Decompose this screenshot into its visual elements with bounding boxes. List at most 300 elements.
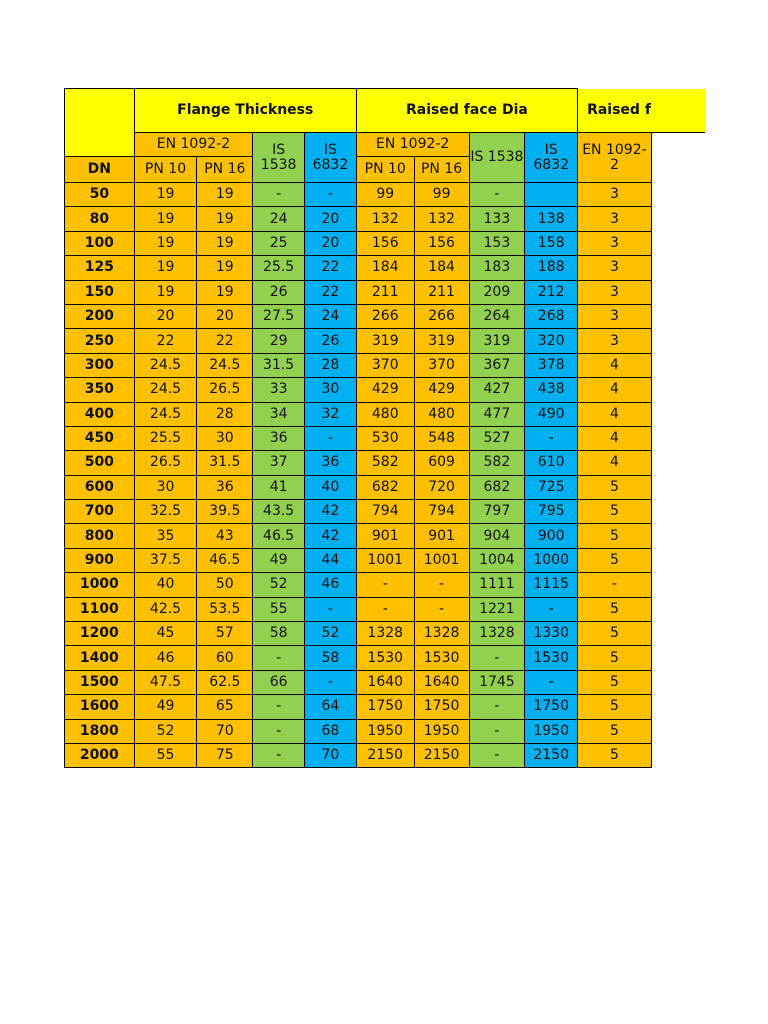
dia-is6832-cell: 795 bbox=[525, 500, 578, 524]
thickness-is1538-cell: 34 bbox=[253, 402, 305, 426]
table-row bbox=[65, 378, 706, 402]
thickness-pn16-cell: 57 bbox=[197, 622, 253, 646]
thickness-is6832-cell: 24 bbox=[305, 304, 357, 328]
dia-is6832-cell: - bbox=[525, 426, 578, 450]
blank-cell bbox=[651, 329, 705, 353]
dia-is6832-cell: 158 bbox=[525, 231, 578, 255]
blank-cell bbox=[651, 524, 705, 548]
thickness-pn16-cell: 19 bbox=[197, 256, 253, 280]
dia-pn10-cell: 530 bbox=[356, 426, 414, 450]
blank-cell bbox=[651, 597, 705, 621]
table-row bbox=[65, 280, 706, 304]
dia-pn10-cell: 480 bbox=[356, 402, 414, 426]
thickness-pn16-cell: 46.5 bbox=[197, 548, 253, 572]
raised-face-height-cell: 3 bbox=[578, 256, 652, 280]
raised-face-height-cell: 5 bbox=[578, 622, 652, 646]
thickness-is6832-cell: 26 bbox=[305, 329, 357, 353]
dia-pn10-cell: 1530 bbox=[356, 646, 414, 670]
thickness-is6832-cell: 40 bbox=[305, 475, 357, 499]
dia-pn10-cell: 1640 bbox=[356, 670, 414, 694]
dia-pn16-cell: - bbox=[414, 597, 469, 621]
dia-pn10-cell: 901 bbox=[356, 524, 414, 548]
raised-face-height-cell: 3 bbox=[578, 231, 652, 255]
raised-face-height-cell: 3 bbox=[578, 280, 652, 304]
thickness-is1538-cell: 25.5 bbox=[253, 256, 305, 280]
blank-cell bbox=[651, 378, 705, 402]
dn-cell: 300 bbox=[65, 353, 135, 377]
raised-face-height-cell: 5 bbox=[578, 475, 652, 499]
thickness-pn10-cell: 19 bbox=[134, 280, 197, 304]
dia-pn16-cell: 1001 bbox=[414, 548, 469, 572]
thickness-pn10-cell: 45 bbox=[134, 622, 197, 646]
blank-cell bbox=[651, 133, 705, 183]
dia-is1538-cell: - bbox=[469, 719, 525, 743]
dia-is1538-cell: 477 bbox=[469, 402, 525, 426]
thickness-pn16-cell: 24.5 bbox=[197, 353, 253, 377]
dia-pn10-cell: 682 bbox=[356, 475, 414, 499]
table-row bbox=[65, 402, 706, 426]
dia-pn16-cell: 1750 bbox=[414, 695, 469, 719]
thickness-is6832-cell: 36 bbox=[305, 451, 357, 475]
dia-pn10-cell: 156 bbox=[356, 231, 414, 255]
table-row bbox=[65, 231, 706, 255]
thickness-pn16-cell: 26.5 bbox=[197, 378, 253, 402]
thickness-pn10-cell: 55 bbox=[134, 743, 197, 767]
thickness-is6832-cell: 58 bbox=[305, 646, 357, 670]
thickness-is1538-cell: 26 bbox=[253, 280, 305, 304]
dn-cell: 100 bbox=[65, 231, 135, 255]
raised-face-height-cell: 5 bbox=[578, 524, 652, 548]
dn-cell: 1200 bbox=[65, 622, 135, 646]
dia-pn10-cell: 582 bbox=[356, 451, 414, 475]
dia-pn16-cell: 211 bbox=[414, 280, 469, 304]
raised-face-height-cell: 4 bbox=[578, 353, 652, 377]
table-row bbox=[65, 548, 706, 572]
dia-is1538-cell: 1328 bbox=[469, 622, 525, 646]
dia-pn10-cell: 794 bbox=[356, 500, 414, 524]
thickness-pn16-cell: 19 bbox=[197, 231, 253, 255]
thickness-is6832-cell: 70 bbox=[305, 743, 357, 767]
thickness-is6832-header: IS 6832 bbox=[305, 133, 357, 183]
thickness-is1538-cell: 36 bbox=[253, 426, 305, 450]
thickness-pn10-cell: 24.5 bbox=[134, 378, 197, 402]
dn-cell: 80 bbox=[65, 207, 135, 231]
dia-is6832-cell: 1115 bbox=[525, 573, 578, 597]
group-header-row bbox=[65, 89, 706, 133]
thickness-is1538-cell: 55 bbox=[253, 597, 305, 621]
dia-pn16-cell: 720 bbox=[414, 475, 469, 499]
thickness-is6832-cell: 32 bbox=[305, 402, 357, 426]
dn-cell: 200 bbox=[65, 304, 135, 328]
dia-is6832-cell: 138 bbox=[525, 207, 578, 231]
thickness-is1538-cell: 41 bbox=[253, 475, 305, 499]
dia-is6832-cell: 268 bbox=[525, 304, 578, 328]
blank-cell bbox=[651, 280, 705, 304]
raised-face-height-cell: - bbox=[578, 573, 652, 597]
dia-pn16-cell: 1640 bbox=[414, 670, 469, 694]
thickness-is6832-cell: 20 bbox=[305, 207, 357, 231]
thickness-is1538-cell: 29 bbox=[253, 329, 305, 353]
dia-is1538-cell: 1745 bbox=[469, 670, 525, 694]
thickness-pn16-cell: 19 bbox=[197, 207, 253, 231]
dia-pn16-header: PN 16 bbox=[414, 157, 469, 183]
dn-cell: 800 bbox=[65, 524, 135, 548]
thickness-is1538-cell: 52 bbox=[253, 573, 305, 597]
dia-is6832-cell: 1750 bbox=[525, 695, 578, 719]
raised-face-height-cell: 4 bbox=[578, 426, 652, 450]
thickness-is1538-cell: 27.5 bbox=[253, 304, 305, 328]
table-row bbox=[65, 183, 706, 207]
thickness-pn16-cell: 50 bbox=[197, 573, 253, 597]
dia-en1092-header: EN 1092-2 bbox=[356, 133, 469, 157]
dia-pn16-cell: 1530 bbox=[414, 646, 469, 670]
dia-is1538-cell: 904 bbox=[469, 524, 525, 548]
dia-pn10-cell: 429 bbox=[356, 378, 414, 402]
dia-is6832-cell: 212 bbox=[525, 280, 578, 304]
dn-cell: 600 bbox=[65, 475, 135, 499]
dia-pn16-cell: 319 bbox=[414, 329, 469, 353]
blank-cell bbox=[651, 743, 705, 767]
dia-pn10-cell: 1328 bbox=[356, 622, 414, 646]
thickness-is6832-cell: 42 bbox=[305, 500, 357, 524]
corner-cell bbox=[65, 89, 135, 157]
thickness-pn16-cell: 19 bbox=[197, 280, 253, 304]
blank-cell bbox=[651, 231, 705, 255]
thickness-is1538-cell: - bbox=[253, 743, 305, 767]
dia-is6832-cell: 490 bbox=[525, 402, 578, 426]
table-row bbox=[65, 451, 706, 475]
thickness-is1538-cell: 49 bbox=[253, 548, 305, 572]
thickness-pn16-cell: 65 bbox=[197, 695, 253, 719]
blank-cell bbox=[651, 646, 705, 670]
dia-is1538-cell: - bbox=[469, 743, 525, 767]
thickness-pn10-cell: 52 bbox=[134, 719, 197, 743]
thickness-is1538-cell: 66 bbox=[253, 670, 305, 694]
dn-cell: 1400 bbox=[65, 646, 135, 670]
table-row bbox=[65, 256, 706, 280]
dia-pn10-cell: 132 bbox=[356, 207, 414, 231]
table-row bbox=[65, 646, 706, 670]
raised-face-height-cell: 4 bbox=[578, 451, 652, 475]
table-row bbox=[65, 719, 706, 743]
blank-cell bbox=[651, 670, 705, 694]
thickness-is6832-cell: - bbox=[305, 183, 357, 207]
raised-face-height-cell: 5 bbox=[578, 500, 652, 524]
thickness-pn10-header: PN 10 bbox=[134, 157, 197, 183]
dia-is1538-cell: 153 bbox=[469, 231, 525, 255]
table-row bbox=[65, 743, 706, 767]
dn-cell: 700 bbox=[65, 500, 135, 524]
blank-cell bbox=[651, 183, 705, 207]
thickness-pn16-cell: 75 bbox=[197, 743, 253, 767]
thickness-is6832-cell: 64 bbox=[305, 695, 357, 719]
blank-cell bbox=[651, 402, 705, 426]
thickness-is6832-cell: - bbox=[305, 426, 357, 450]
dia-is6832-cell: - bbox=[525, 670, 578, 694]
dn-cell: 450 bbox=[65, 426, 135, 450]
thickness-pn16-cell: 36 bbox=[197, 475, 253, 499]
dia-is1538-header: IS 1538 bbox=[469, 133, 525, 183]
table-row bbox=[65, 695, 706, 719]
thickness-is1538-cell: 43.5 bbox=[253, 500, 305, 524]
dia-pn10-cell: 1001 bbox=[356, 548, 414, 572]
table-row bbox=[65, 573, 706, 597]
dia-is6832-cell: 900 bbox=[525, 524, 578, 548]
dn-cell: 1500 bbox=[65, 670, 135, 694]
thickness-pn16-cell: 30 bbox=[197, 426, 253, 450]
thickness-is1538-cell: - bbox=[253, 695, 305, 719]
thickness-is6832-cell: - bbox=[305, 670, 357, 694]
thickness-is6832-cell: 46 bbox=[305, 573, 357, 597]
thickness-pn10-cell: 32.5 bbox=[134, 500, 197, 524]
flange-spec-sheet bbox=[64, 88, 705, 771]
thickness-is1538-header: IS 1538 bbox=[253, 133, 305, 183]
raised-face-height-cell: 3 bbox=[578, 304, 652, 328]
dia-is1538-cell: 582 bbox=[469, 451, 525, 475]
thickness-pn10-cell: 42.5 bbox=[134, 597, 197, 621]
thickness-is1538-cell: - bbox=[253, 646, 305, 670]
thickness-is1538-cell: 58 bbox=[253, 622, 305, 646]
dia-pn16-cell: 156 bbox=[414, 231, 469, 255]
dia-is1538-cell: 319 bbox=[469, 329, 525, 353]
blank-cell bbox=[651, 695, 705, 719]
raised-face-height-cell: 3 bbox=[578, 183, 652, 207]
dia-pn16-cell: 548 bbox=[414, 426, 469, 450]
blank-cell bbox=[651, 573, 705, 597]
dia-pn10-cell: 319 bbox=[356, 329, 414, 353]
dia-pn16-cell: 429 bbox=[414, 378, 469, 402]
standard-header-row bbox=[65, 133, 706, 157]
raised-face-height-cell: 4 bbox=[578, 402, 652, 426]
thickness-is6832-cell: 44 bbox=[305, 548, 357, 572]
dia-pn10-cell: - bbox=[356, 597, 414, 621]
thickness-pn16-cell: 39.5 bbox=[197, 500, 253, 524]
dn-cell: 1100 bbox=[65, 597, 135, 621]
dia-pn10-cell: 1750 bbox=[356, 695, 414, 719]
blank-cell bbox=[651, 207, 705, 231]
thickness-pn10-cell: 47.5 bbox=[134, 670, 197, 694]
blank-cell bbox=[651, 426, 705, 450]
thickness-pn10-cell: 20 bbox=[134, 304, 197, 328]
dia-is1538-cell: - bbox=[469, 695, 525, 719]
dia-pn16-cell: 609 bbox=[414, 451, 469, 475]
dia-is6832-cell: 1950 bbox=[525, 719, 578, 743]
thickness-is1538-cell: 33 bbox=[253, 378, 305, 402]
dia-is1538-cell: 1004 bbox=[469, 548, 525, 572]
thickness-is6832-cell: - bbox=[305, 597, 357, 621]
table-row bbox=[65, 329, 706, 353]
dn-cell: 1800 bbox=[65, 719, 135, 743]
dia-is1538-cell: 209 bbox=[469, 280, 525, 304]
blank-cell bbox=[651, 256, 705, 280]
raised-face-height-cell: 5 bbox=[578, 597, 652, 621]
dia-pn10-cell: 99 bbox=[356, 183, 414, 207]
dia-is6832-cell: - bbox=[525, 597, 578, 621]
dia-is6832-cell: 1530 bbox=[525, 646, 578, 670]
dia-is6832-cell: 2150 bbox=[525, 743, 578, 767]
dia-pn10-cell: 1950 bbox=[356, 719, 414, 743]
raised-face-height-cell: 5 bbox=[578, 695, 652, 719]
dn-cell: 50 bbox=[65, 183, 135, 207]
table-row bbox=[65, 304, 706, 328]
raised-face-height-cell: 4 bbox=[578, 378, 652, 402]
dia-pn16-cell: 1950 bbox=[414, 719, 469, 743]
thickness-pn16-cell: 19 bbox=[197, 183, 253, 207]
thickness-pn16-cell: 28 bbox=[197, 402, 253, 426]
thickness-pn10-cell: 19 bbox=[134, 231, 197, 255]
dia-is1538-cell: 427 bbox=[469, 378, 525, 402]
table-row bbox=[65, 353, 706, 377]
dia-pn10-cell: 211 bbox=[356, 280, 414, 304]
dia-pn10-cell: 2150 bbox=[356, 743, 414, 767]
table-row bbox=[65, 670, 706, 694]
raised-face-height-cell: 5 bbox=[578, 548, 652, 572]
thickness-is6832-cell: 20 bbox=[305, 231, 357, 255]
thickness-pn16-cell: 70 bbox=[197, 719, 253, 743]
dia-is1538-cell: - bbox=[469, 646, 525, 670]
thickness-is6832-cell: 42 bbox=[305, 524, 357, 548]
thickness-is1538-cell: 25 bbox=[253, 231, 305, 255]
thickness-is1538-cell: 46.5 bbox=[253, 524, 305, 548]
dia-pn16-cell: 132 bbox=[414, 207, 469, 231]
dia-is6832-cell: 1330 bbox=[525, 622, 578, 646]
dia-is1538-cell: 527 bbox=[469, 426, 525, 450]
dia-pn16-cell: 794 bbox=[414, 500, 469, 524]
blank-cell bbox=[651, 622, 705, 646]
dia-is1538-cell: 133 bbox=[469, 207, 525, 231]
dia-is1538-cell: 1221 bbox=[469, 597, 525, 621]
flange-dimension-table bbox=[64, 88, 705, 768]
thickness-pn16-header: PN 16 bbox=[197, 157, 253, 183]
dia-pn16-cell: 184 bbox=[414, 256, 469, 280]
thickness-pn10-cell: 19 bbox=[134, 183, 197, 207]
dia-is1538-cell: 1111 bbox=[469, 573, 525, 597]
table-row bbox=[65, 207, 706, 231]
dia-is6832-cell: 378 bbox=[525, 353, 578, 377]
dia-pn16-cell: 2150 bbox=[414, 743, 469, 767]
dia-is1538-cell: 367 bbox=[469, 353, 525, 377]
table-row bbox=[65, 475, 706, 499]
blank-cell bbox=[651, 719, 705, 743]
dia-is1538-cell: 797 bbox=[469, 500, 525, 524]
dia-is6832-cell bbox=[525, 183, 578, 207]
raised-face-height-cell: 5 bbox=[578, 719, 652, 743]
thickness-pn10-cell: 26.5 bbox=[134, 451, 197, 475]
thickness-pn10-cell: 19 bbox=[134, 256, 197, 280]
raised-face-height-cell: 3 bbox=[578, 329, 652, 353]
raised-face-height-cell: 5 bbox=[578, 670, 652, 694]
thickness-pn10-cell: 25.5 bbox=[134, 426, 197, 450]
dia-pn10-cell: 184 bbox=[356, 256, 414, 280]
table-row bbox=[65, 524, 706, 548]
dn-cell: 150 bbox=[65, 280, 135, 304]
dn-cell: 250 bbox=[65, 329, 135, 353]
thickness-is6832-cell: 28 bbox=[305, 353, 357, 377]
dia-pn16-cell: 99 bbox=[414, 183, 469, 207]
dia-is6832-header: IS 6832 bbox=[525, 133, 578, 183]
dia-is6832-cell: 610 bbox=[525, 451, 578, 475]
raised-face-height-cell: 3 bbox=[578, 207, 652, 231]
thickness-is6832-cell: 68 bbox=[305, 719, 357, 743]
raised-face-dia-header: Raised face Dia bbox=[356, 89, 577, 133]
blank-cell bbox=[651, 500, 705, 524]
dn-cell: 125 bbox=[65, 256, 135, 280]
thickness-pn16-cell: 53.5 bbox=[197, 597, 253, 621]
raised-face-height-cell: 5 bbox=[578, 743, 652, 767]
dn-cell: 900 bbox=[65, 548, 135, 572]
dn-cell: 2000 bbox=[65, 743, 135, 767]
dia-pn10-cell: 370 bbox=[356, 353, 414, 377]
thickness-pn10-cell: 24.5 bbox=[134, 353, 197, 377]
blank-cell bbox=[651, 475, 705, 499]
thickness-pn16-cell: 31.5 bbox=[197, 451, 253, 475]
thickness-is1538-cell: 31.5 bbox=[253, 353, 305, 377]
blank-cell bbox=[651, 451, 705, 475]
dia-is6832-cell: 1000 bbox=[525, 548, 578, 572]
thickness-pn16-cell: 60 bbox=[197, 646, 253, 670]
thickness-is6832-cell: 52 bbox=[305, 622, 357, 646]
dia-pn16-cell: 266 bbox=[414, 304, 469, 328]
dia-pn10-cell: - bbox=[356, 573, 414, 597]
thickness-pn10-cell: 49 bbox=[134, 695, 197, 719]
thickness-pn16-cell: 43 bbox=[197, 524, 253, 548]
flange-thickness-header: Flange Thickness bbox=[134, 89, 356, 133]
dia-pn16-cell: - bbox=[414, 573, 469, 597]
dn-header: DN bbox=[65, 157, 135, 183]
thickness-pn10-cell: 46 bbox=[134, 646, 197, 670]
dia-pn16-cell: 901 bbox=[414, 524, 469, 548]
thickness-pn16-cell: 20 bbox=[197, 304, 253, 328]
thickness-en1092-header: EN 1092-2 bbox=[134, 133, 253, 157]
dia-is1538-cell: 183 bbox=[469, 256, 525, 280]
thickness-is1538-cell: - bbox=[253, 183, 305, 207]
dn-cell: 350 bbox=[65, 378, 135, 402]
table-row bbox=[65, 622, 706, 646]
thickness-pn10-cell: 22 bbox=[134, 329, 197, 353]
dia-is6832-cell: 188 bbox=[525, 256, 578, 280]
thickness-pn10-cell: 35 bbox=[134, 524, 197, 548]
table-row bbox=[65, 500, 706, 524]
thickness-pn10-cell: 19 bbox=[134, 207, 197, 231]
dia-is1538-cell: 264 bbox=[469, 304, 525, 328]
dia-pn16-cell: 1328 bbox=[414, 622, 469, 646]
thickness-is6832-cell: 30 bbox=[305, 378, 357, 402]
thickness-is1538-cell: - bbox=[253, 719, 305, 743]
dia-pn16-cell: 480 bbox=[414, 402, 469, 426]
raised-face-height-header: Raised f bbox=[578, 89, 705, 133]
thickness-pn10-cell: 37.5 bbox=[134, 548, 197, 572]
dia-is1538-cell: 682 bbox=[469, 475, 525, 499]
dia-is6832-cell: 320 bbox=[525, 329, 578, 353]
dia-pn16-cell: 370 bbox=[414, 353, 469, 377]
thickness-pn16-cell: 22 bbox=[197, 329, 253, 353]
table-row bbox=[65, 597, 706, 621]
dn-cell: 500 bbox=[65, 451, 135, 475]
dn-cell: 1600 bbox=[65, 695, 135, 719]
thickness-pn10-cell: 30 bbox=[134, 475, 197, 499]
dn-cell: 400 bbox=[65, 402, 135, 426]
dia-is1538-cell: - bbox=[469, 183, 525, 207]
thickness-pn10-cell: 24.5 bbox=[134, 402, 197, 426]
thickness-pn16-cell: 62.5 bbox=[197, 670, 253, 694]
blank-cell bbox=[651, 353, 705, 377]
dn-cell: 1000 bbox=[65, 573, 135, 597]
dia-pn10-header: PN 10 bbox=[356, 157, 414, 183]
dia-pn10-cell: 266 bbox=[356, 304, 414, 328]
thickness-is1538-cell: 37 bbox=[253, 451, 305, 475]
thickness-pn10-cell: 40 bbox=[134, 573, 197, 597]
dia-is6832-cell: 438 bbox=[525, 378, 578, 402]
